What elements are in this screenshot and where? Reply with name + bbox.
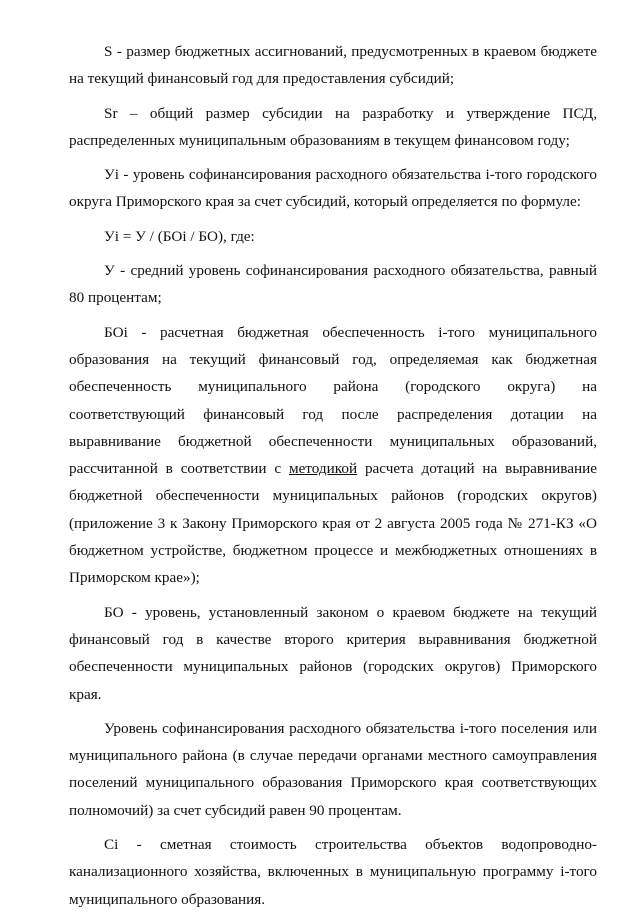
paragraph-formula: Уi = У / (БОi / БО), где:: [104, 227, 255, 245]
boi-text-before: БОi - расчетная бюджетная обеспеченность i-того муниципального образования на текущий финансовый год, определяемая как бюджетная обеспеченность муниципального района (городского округа) на соответствующий финансовый год после распределения дотации на выравнивание бюджетной обеспеченности муниципальных образований, рассчитанной в соответствии с: [69, 323, 597, 478]
paragraph-s-definition: S - размер бюджетных ассигнований, предусмотренных в краевом бюджете на текущий финансовый год для предоставления субсидий;: [69, 43, 597, 88]
document-body: [69, 38, 597, 913]
paragraph-boi-definition: [69, 319, 597, 592]
paragraph-y-definition: У - средний уровень софинансирования расходного обязательства, равный 80 процентам;: [69, 262, 597, 307]
boi-text-after: расчета дотаций на выравнивание бюджетной обеспеченности муниципальных районов (городских округов) (приложение 3 к Закону Приморского края от 2 августа 2005 года № 271-КЗ «О бюджетном устройстве, бюджетном процессе и межбюджетных отношениях в Приморском крае»);: [69, 460, 597, 587]
paragraph-cofinancing-level: Уровень софинансирования расходного обязательства i-того поселения или муниципального района (в случае передачи органами местного самоуправления поселений муниципального образования Приморского края соответствующих полномочий) за счет субсидий равен 90 процентам.: [69, 719, 597, 819]
paragraph-bo-definition: БО - уровень, установленный законом о краевом бюджете на текущий финансовый год в качестве второго критерия выравнивания бюджетной обеспеченности муниципальных районов (городских округов) Приморского края.: [69, 603, 597, 703]
methodology-link[interactable]: методикой: [288, 460, 358, 478]
paragraph-ci-definition: Сi - сметная стоимость строительства объектов водопроводно-канализационного хозяйства, включенных в муниципальную программу i-того муниципального образования.: [69, 836, 597, 908]
paragraph-yi-definition: Уi - уровень софинансирования расходного обязательства i-того городского округа Приморского края за счет субсидий, который определяется по формуле:: [69, 166, 597, 211]
paragraph-sr-definition: Sr – общий размер субсидии на разработку и утверждение ПСД, распределенных муниципальным образованиям в текущем финансовом году;: [69, 104, 597, 149]
